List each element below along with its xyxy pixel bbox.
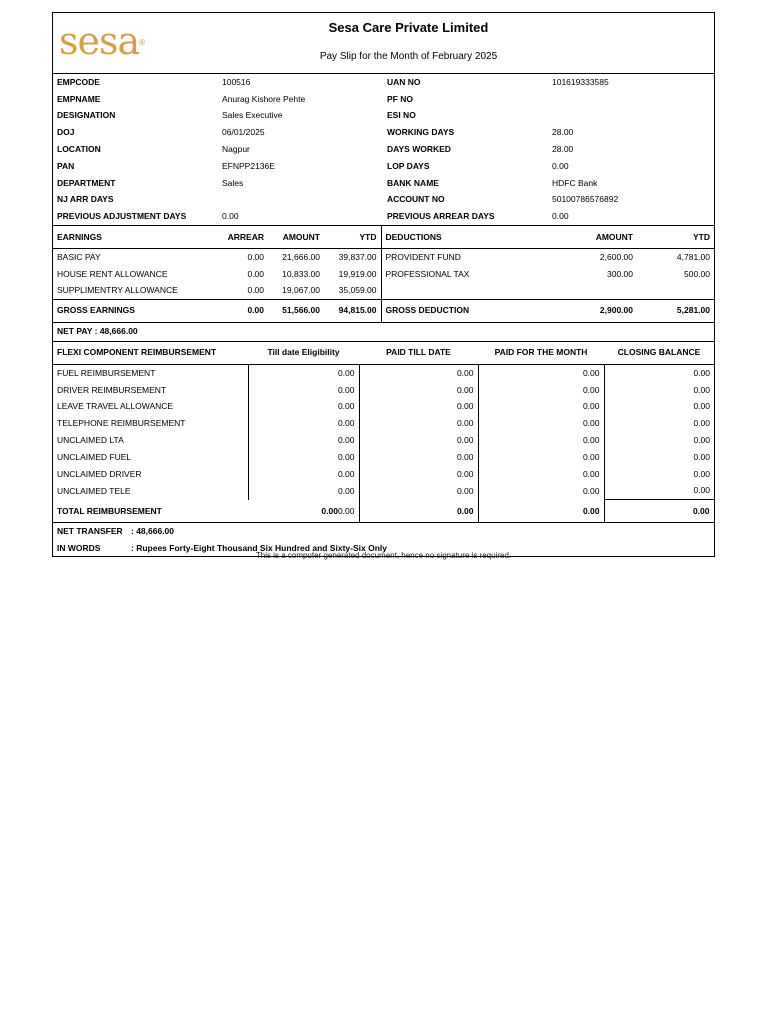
detail-label: DOJ (57, 127, 75, 138)
detail-value: EFNPP2136E (222, 160, 275, 171)
till-date-eligibility: 0.00 (248, 449, 359, 466)
registered-mark: ® (139, 38, 145, 47)
payslip-header (53, 13, 714, 74)
flexi-component-name: LEAVE TRAVEL ALLOWANCE (57, 401, 174, 412)
detail-value: Sales (222, 177, 244, 188)
total-reimbursement-row (53, 500, 714, 523)
deduction-ytd (637, 282, 714, 299)
till-date-eligibility: 0.00 (248, 415, 359, 432)
detail-label: ESI NO (387, 110, 416, 121)
net-transfer-label: NET TRANSFER (57, 526, 123, 537)
detail-label: LOCATION (57, 144, 101, 155)
employee-details-table (53, 74, 714, 225)
amount-heading: AMOUNT (268, 226, 324, 249)
detail-value: HDFC Bank (552, 177, 598, 188)
detail-value: 28.00 (552, 127, 574, 138)
detail-label: ACCOUNT NO (387, 194, 445, 205)
deductions-heading: DEDUCTIONS (381, 226, 531, 249)
flexi-row (53, 364, 714, 381)
employee-detail-row (53, 91, 714, 108)
closing-balance: 0.00 (604, 466, 714, 483)
flexi-row (53, 432, 714, 449)
deduction-name: PROVIDENT FUND (381, 249, 531, 266)
paid-for-month: 0.00 (478, 432, 604, 449)
detail-value: 100516 (222, 76, 251, 87)
deduction-ytd: 500.00 (684, 268, 710, 279)
net-pay-row (53, 322, 714, 341)
flexi-component-name: TELEPHONE REIMBURSEMENT (57, 418, 186, 429)
deduction-name (381, 282, 531, 299)
closing-balance: 0.00 (604, 364, 714, 381)
flexi-header-row (53, 342, 714, 365)
paid-for-month: 0.00 (478, 449, 604, 466)
earning-name: HOUSE RENT ALLOWANCE (57, 268, 168, 279)
paid-till-date-heading: PAID TILL DATE (359, 342, 478, 365)
detail-value (218, 192, 383, 209)
employee-detail-row (53, 141, 714, 158)
deduction-amount: 2,600.00 (599, 251, 633, 262)
employee-detail-row (53, 175, 714, 192)
paid-for-month: 0.00 (478, 415, 604, 432)
closing-balance: 0.00 (604, 483, 714, 500)
employee-detail-row (53, 108, 714, 125)
detail-value (548, 108, 714, 125)
gross-deduction-ytd: 5,281.00 (637, 299, 714, 322)
till-date-eligibility: 0.00 (248, 364, 359, 381)
deduction-amount-heading: AMOUNT (531, 226, 637, 249)
gross-deduction-amount: 2,900.00 (531, 299, 637, 322)
earnings-header-row (53, 226, 714, 249)
closing-balance: 0.00 (604, 432, 714, 449)
company-name: Sesa Care Private Limited (328, 20, 489, 35)
detail-value (548, 91, 714, 108)
detail-label: EMPNAME (57, 93, 101, 104)
gross-earnings-label: GROSS EARNINGS (53, 299, 218, 322)
detail-label: LOP DAYS (387, 160, 430, 171)
detail-value: 0.00 (552, 160, 569, 171)
flexi-component-name: UNCLAIMED LTA (57, 435, 124, 446)
logo-text: sesa (59, 19, 140, 63)
net-transfer-row (53, 523, 716, 540)
flexi-row (53, 466, 714, 483)
paid-for-month: 0.00 (478, 466, 604, 483)
ytd-heading: YTD (324, 226, 381, 249)
detail-label: PAN (57, 160, 75, 171)
in-words-value: : Rupees Forty-Eight Thousand Six Hundred and Sixty-Six Only (131, 542, 387, 553)
detail-label: BANK NAME (387, 177, 439, 188)
detail-label: WORKING DAYS (387, 127, 455, 138)
earning-arrear: 0.00 (247, 251, 264, 262)
arrear-heading: ARREAR (218, 226, 268, 249)
earning-arrear: 0.00 (247, 285, 264, 296)
gross-deduction-label: GROSS DEDUCTION (381, 299, 531, 322)
flexi-row (53, 399, 714, 416)
flexi-component-heading: FLEXI COMPONENT REIMBURSEMENT (53, 342, 248, 365)
paid-till-date: 0.00 (359, 466, 478, 483)
employee-detail-row (53, 158, 714, 175)
detail-value: Anurag Kishore Pehte (222, 93, 306, 104)
paid-till-date: 0.00 (359, 432, 478, 449)
flexi-component-name: FUEL REIMBURSEMENT (57, 367, 156, 378)
employee-detail-row (53, 192, 714, 209)
flexi-row (53, 415, 714, 432)
paid-till-date: 0.00 (359, 382, 478, 399)
earning-ytd: 39,837.00 (338, 251, 377, 262)
net-pay: NET PAY : 48,666.00 (53, 322, 714, 341)
earning-name: BASIC PAY (57, 251, 101, 262)
detail-value: 0.00 (552, 211, 569, 222)
earnings-heading: EARNINGS (53, 226, 218, 249)
gross-ytd: 94,815.00 (324, 299, 381, 322)
paid-for-month: 0.00 (478, 382, 604, 399)
flexi-component-name: UNCLAIMED TELE (57, 485, 131, 496)
detail-value: 06/01/2025 (222, 127, 265, 138)
detail-value: Nagpur (222, 144, 250, 155)
paid-for-month: 0.00 (478, 364, 604, 381)
earning-row (53, 249, 714, 266)
detail-label: DAYS WORKED (387, 144, 451, 155)
closing-balance: 0.00 (604, 382, 714, 399)
payslip-subtitle: Pay Slip for the Month of February 2025 (319, 51, 498, 62)
flexi-row (53, 449, 714, 466)
total-closing-balance: 0.00 (604, 500, 714, 523)
detail-label: DEPARTMENT (57, 177, 116, 188)
deduction-amount: 300.00 (607, 268, 633, 279)
deduction-ytd: 4,781.00 (676, 251, 710, 262)
gross-amount: 51,566.00 (268, 299, 324, 322)
paid-till-date: 0.00 (359, 449, 478, 466)
earning-arrear: 0.00 (247, 268, 264, 279)
earning-row (53, 282, 714, 299)
earning-row (53, 266, 714, 283)
in-words-label: IN WORDS (57, 542, 101, 553)
detail-value: 28.00 (552, 144, 574, 155)
flexi-reimbursement-table (53, 342, 715, 523)
detail-label: EMPCODE (57, 76, 100, 87)
detail-value: 50100786576892 (552, 194, 619, 205)
earning-amount: 21,666.00 (282, 251, 320, 262)
till-date-eligibility: 0.00 (248, 432, 359, 449)
paid-till-date: 0.00 (359, 399, 478, 416)
earning-name: SUPPLIMENTRY ALLOWANCE (57, 285, 178, 296)
paid-for-month-heading: PAID FOR THE MONTH (478, 342, 604, 365)
paid-for-month: 0.00 (478, 399, 604, 416)
closing-balance-heading: CLOSING BALANCE (604, 342, 714, 365)
flexi-row (53, 382, 714, 399)
detail-label: PREVIOUS ADJUSTMENT DAYS (57, 211, 187, 222)
total-till-date-overlap: 0.00 (337, 505, 355, 516)
gross-arrear: 0.00 (218, 299, 268, 322)
detail-value: 0.00 (222, 211, 239, 222)
employee-detail-row (53, 74, 714, 91)
total-till-date (248, 500, 359, 523)
employee-detail-row (53, 124, 714, 141)
detail-label: PF NO (387, 93, 413, 104)
earning-amount: 19,067.00 (282, 285, 320, 296)
detail-value: 101619333585 (552, 76, 609, 87)
detail-label: NJ ARR DAYS (57, 194, 114, 205)
total-paid-till-date: 0.00 (359, 500, 478, 523)
net-transfer-value: : 48,666.00 (131, 526, 175, 537)
closing-balance: 0.00 (604, 399, 714, 416)
payslip (52, 12, 715, 557)
flexi-component-name: UNCLAIMED FUEL (57, 451, 132, 462)
till-date-eligibility: 0.00 (248, 483, 359, 500)
deduction-ytd-heading: YTD (637, 226, 714, 249)
computer-generated-note: This is a computer generated document, hence no signature is required. (255, 551, 512, 560)
closing-balance: 0.00 (604, 415, 714, 432)
paid-till-date: 0.00 (359, 415, 478, 432)
earning-ytd: 35,059.00 (338, 285, 377, 296)
till-date-eligibility: 0.00 (248, 399, 359, 416)
earning-amount: 10,833.00 (282, 268, 320, 279)
flexi-component-name: UNCLAIMED DRIVER (57, 468, 142, 479)
paid-for-month: 0.00 (478, 483, 604, 500)
earnings-deductions-table (53, 225, 714, 342)
till-date-eligibility: 0.00 (248, 466, 359, 483)
gross-row (53, 299, 714, 322)
flexi-component-name: DRIVER REIMBURSEMENT (57, 384, 167, 395)
total-paid-for-month: 0.00 (478, 500, 604, 523)
closing-balance: 0.00 (604, 449, 714, 466)
till-date-eligibility: 0.00 (248, 382, 359, 399)
employee-detail-row (53, 208, 714, 225)
total-reimbursement-label: TOTAL REIMBURSEMENT (53, 500, 248, 523)
total-till-date-value: 0.00 (321, 505, 338, 516)
deduction-amount (531, 282, 637, 299)
till-date-eligibility-heading: Till date Eligibility (248, 342, 359, 365)
earning-ytd: 19,919.00 (338, 268, 377, 279)
detail-label: DESIGNATION (57, 110, 116, 121)
deduction-name: PROFESSIONAL TAX (381, 266, 531, 283)
paid-till-date: 0.00 (359, 364, 478, 381)
paid-till-date: 0.00 (359, 483, 478, 500)
detail-value: Sales Executive (222, 110, 283, 121)
detail-label: UAN NO (387, 76, 421, 87)
detail-label: PREVIOUS ARREAR DAYS (387, 211, 495, 222)
flexi-row (53, 483, 714, 500)
